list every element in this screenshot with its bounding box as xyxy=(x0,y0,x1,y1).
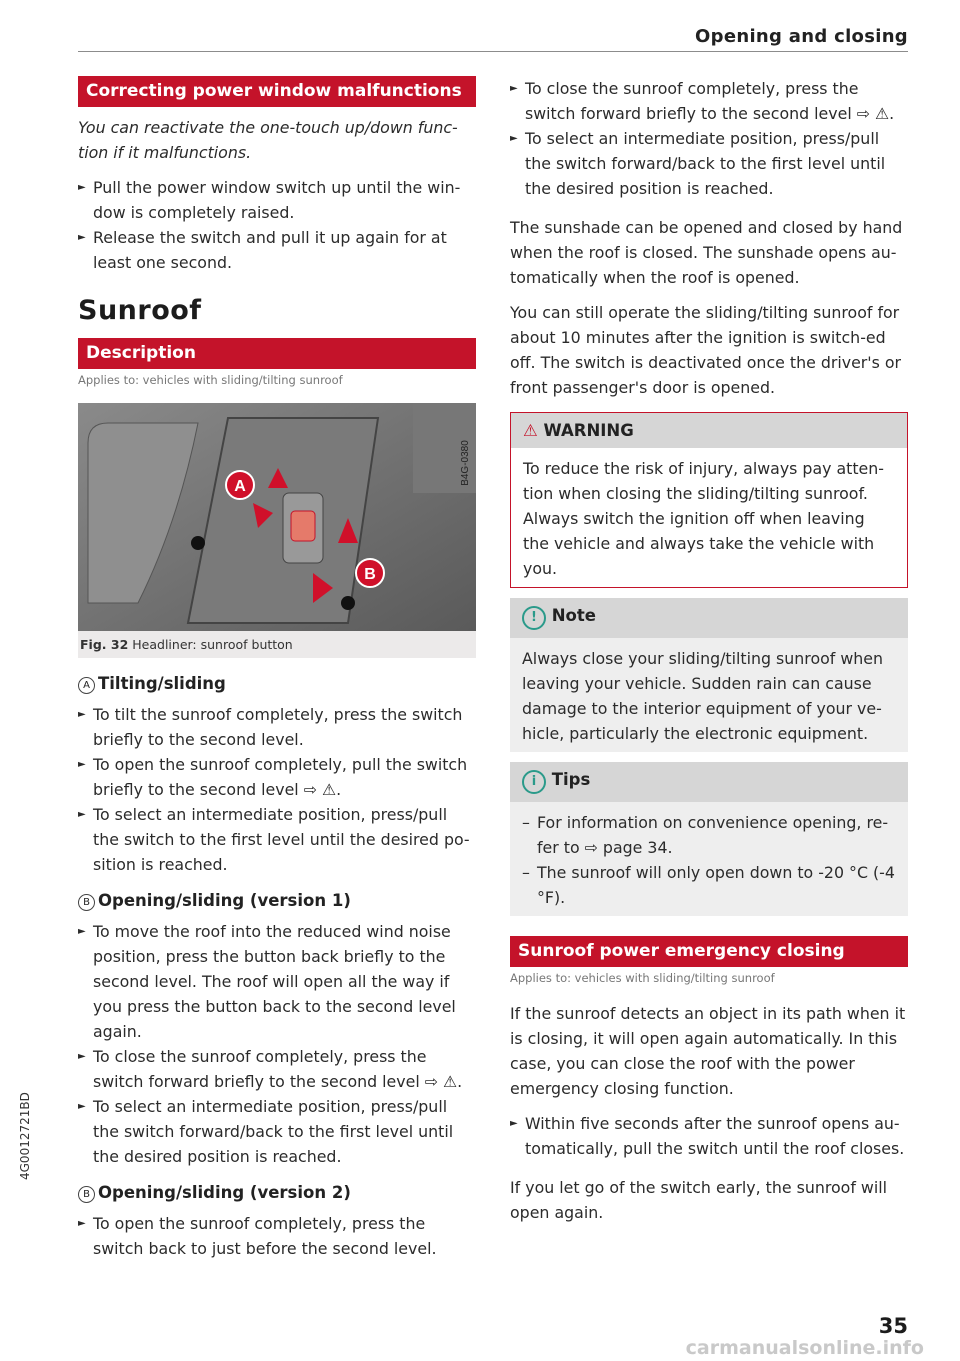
section-heading-emergency-closing: Sunroof power emergency closing xyxy=(510,936,908,967)
marker-b: B xyxy=(78,894,95,911)
callout-b-label: B xyxy=(364,566,376,583)
intro-text: You can reactivate the one-touch up/down func-tion if it malfunctions. xyxy=(78,118,458,162)
section-heading-description: Description xyxy=(78,338,476,369)
bullet-item: ► To open the sunroof completely, pull the switch briefly to the second level ⇨ ⚠. xyxy=(78,752,476,802)
figure-caption xyxy=(78,631,476,658)
info-icon: i xyxy=(522,770,546,794)
section-heading-window-malfunctions: Correcting power window malfunctions xyxy=(78,76,476,107)
bullet-item: ► To open the sunroof completely, press the switch back to just before the second level. xyxy=(78,1211,476,1261)
bullet-item: ► To close the sunroof completely, press the switch forward briefly to the second level ⇨ ⚠. xyxy=(510,76,908,126)
bullet-item: ► To move the roof into the reduced wind noise position, press the button back briefly to the second level. The roof will open all the way if you press the button back to the second level again. xyxy=(78,919,476,1044)
bullet-item: ► To select an intermediate position, press/pull the switch forward/back to the first level until the desired position is reached. xyxy=(78,1094,476,1169)
bullet-item: ► To select an intermediate position, press/pull the switch forward/back to the first level until the desired position is reached. xyxy=(510,126,908,201)
paragraph: If the sunroof detects an object in its path when it is closing, it will open again automatically. In this case, you can close the roof with the power emergency closing function. xyxy=(510,1004,906,1098)
subheading-text: Opening/sliding (version 2) xyxy=(98,1183,351,1202)
bullet-item: ► To select an intermediate position, press/pull the switch to the first level until the desired po-sition is reached. xyxy=(78,802,476,877)
headliner-illustration xyxy=(78,403,476,631)
subheading-tilting xyxy=(78,674,476,694)
warning-triangle-icon: ⚠ xyxy=(523,421,538,440)
tips-item: – The sunroof will only open down to -20 °C (-4 °F). xyxy=(522,863,895,907)
callout-a-label: A xyxy=(234,478,246,495)
warning-header xyxy=(511,413,907,448)
running-header-title: Opening and closing xyxy=(695,26,908,47)
paragraph: The sunshade can be opened and closed by hand when the roof is closed. The sunshade opens au-tomatically when the roof is opened. xyxy=(510,218,903,287)
page-number: 35 xyxy=(878,1314,908,1338)
watermark: carmanualsonline.info xyxy=(685,1337,924,1359)
note-exclamation-icon: ! xyxy=(522,606,546,630)
figure-number: Fig. 32 xyxy=(80,637,129,652)
light-button-icon xyxy=(191,536,205,550)
note-title: Note xyxy=(551,606,596,625)
header-rule xyxy=(78,51,908,52)
warning-text: To reduce the risk of injury, always pay atten-tion when closing the sliding/tilting sunroof. Always switch the ignition off when leaving the vehicle and always take the vehicle with you. xyxy=(523,459,884,578)
paragraph: You can still operate the sliding/tilting sunroof for about 10 minutes after the ignition is switch-ed off. The switch is deactivated once the driver's or front passenger's door is opened. xyxy=(510,303,902,397)
marker-b: B xyxy=(78,1186,95,1203)
figure-code: B4G-0380 xyxy=(460,440,471,486)
warning-box xyxy=(510,412,908,588)
sunroof-switch-highlight xyxy=(291,511,315,541)
tips-item-text: The sunroof will only open down to -20 °C (-4 °F). xyxy=(537,863,895,907)
marker-a: A xyxy=(78,677,95,694)
bullet-item: ► Release the switch and pull it up again for at least one second. xyxy=(78,225,476,275)
subheading-version-1 xyxy=(78,891,476,911)
light-button-icon xyxy=(341,596,355,610)
tips-header xyxy=(510,762,908,802)
tips-box xyxy=(510,762,908,916)
tips-item-text: For information on convenience opening, re-fer to ⇨ page 34. xyxy=(537,813,889,857)
bullet-item: ► To close the sunroof completely, press the switch forward briefly to the second level ⇨ ⚠. xyxy=(78,1044,476,1094)
figure-sunroof-button xyxy=(78,403,476,631)
sunroof-heading: Sunroof xyxy=(78,295,202,326)
applies-to-text: Applies to: vehicles with sliding/tilting sunroof xyxy=(510,971,775,985)
bullet-item: ► Pull the power window switch up until the win-dow is completely raised. xyxy=(78,175,476,225)
paragraph: If you let go of the switch early, the sunroof will open again. xyxy=(510,1178,887,1222)
document-code: 4G0012721BD xyxy=(18,1092,32,1180)
note-text: Always close your sliding/tilting sunroof when leaving your vehicle. Sudden rain can cause damage to the interior equipment of your ve-hicle, particularly the electronic equipment. xyxy=(522,649,884,743)
right-column xyxy=(510,76,908,1225)
note-box xyxy=(510,598,908,752)
subheading-version-2 xyxy=(78,1183,476,1203)
figure-caption-text: Headliner: sunroof button xyxy=(132,637,293,652)
subheading-text: Tilting/sliding xyxy=(98,674,226,693)
subheading-text: Opening/sliding (version 1) xyxy=(98,891,351,910)
left-column xyxy=(78,76,476,1261)
warning-title: WARNING xyxy=(543,421,634,440)
tips-item: – For information on convenience opening, re-fer to ⇨ page 34. xyxy=(522,813,889,857)
bullet-item: ► To tilt the sunroof completely, press the switch briefly to the second level. xyxy=(78,702,476,752)
bullet-item: ► Within five seconds after the sunroof opens au-tomatically, pull the switch until the roof closes. xyxy=(510,1111,908,1161)
note-header xyxy=(510,598,908,638)
applies-to-text: Applies to: vehicles with sliding/tilting sunroof xyxy=(78,373,343,387)
tips-title: Tips xyxy=(551,770,591,789)
